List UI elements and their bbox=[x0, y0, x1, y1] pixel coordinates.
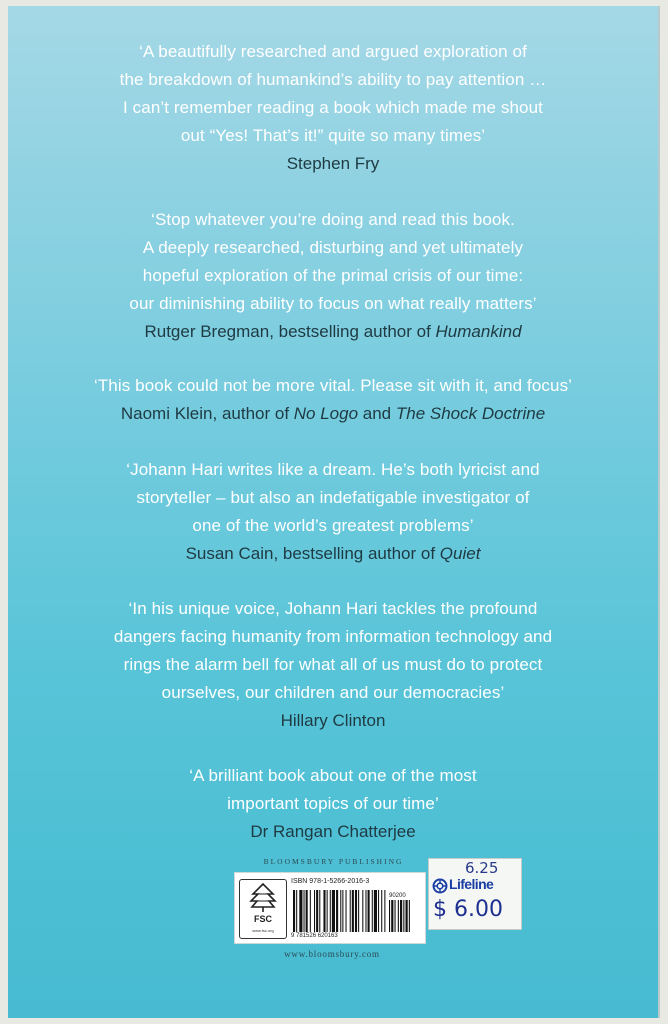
quote-attribution: Dr Rangan Chatterjee bbox=[250, 822, 416, 841]
barcode-bar bbox=[372, 890, 373, 932]
barcode-bar bbox=[299, 890, 302, 932]
quote-attribution: Hillary Clinton bbox=[280, 711, 386, 730]
quote-attribution: Stephen Fry bbox=[286, 154, 380, 173]
barcode-bar bbox=[355, 890, 357, 932]
quote-attribution bbox=[8, 400, 658, 428]
quote-rangan-chatterjee bbox=[8, 762, 658, 846]
book-back-cover bbox=[8, 6, 660, 1018]
lifeline-logo bbox=[432, 877, 518, 895]
isbn-number: 9 781526 620163 bbox=[291, 933, 338, 939]
barcode-addon-bar bbox=[389, 900, 390, 932]
quote-rutger-bregman bbox=[8, 206, 658, 346]
lifeline-ring-icon bbox=[432, 878, 448, 894]
quote-line: rings the alarm bell for what all of us must do to protect bbox=[123, 655, 543, 674]
barcode-panel bbox=[234, 872, 426, 944]
fsc-tree-icon bbox=[240, 880, 286, 914]
barcode-bar bbox=[306, 890, 308, 932]
fsc-label: FSC bbox=[254, 914, 272, 924]
barcode-bar bbox=[374, 890, 377, 932]
barcode-bar bbox=[352, 890, 354, 932]
fsc-url: www.fsc.org bbox=[252, 928, 274, 933]
barcode-addon-digits: 90200 bbox=[389, 893, 406, 899]
barcode-bar bbox=[319, 890, 320, 932]
handwritten-price-bottom: $ 6.00 bbox=[433, 897, 503, 922]
isbn-digits bbox=[291, 933, 338, 939]
quote-line: important topics of our time’ bbox=[227, 794, 439, 813]
barcode-bars bbox=[291, 890, 421, 932]
barcode-bar bbox=[342, 890, 343, 932]
quote-susan-cain bbox=[8, 456, 658, 568]
barcode-bar bbox=[327, 890, 328, 932]
quote-line: ‘This book could not be more vital. Please sit with it, and focus’ bbox=[93, 376, 573, 395]
barcode-bar bbox=[316, 890, 318, 932]
publisher-imprint: BLOOMSBURY PUBLISHING bbox=[263, 857, 404, 866]
barcode-addon-bar bbox=[391, 900, 393, 932]
attribution-book-title: No Logo bbox=[293, 404, 359, 423]
barcode-bar bbox=[368, 890, 370, 932]
barcode-addon-bar bbox=[395, 900, 396, 932]
quote-line: hopeful exploration of the primal crisis of our time: bbox=[142, 266, 524, 285]
attribution-author: Susan Cain, bestselling author of bbox=[185, 544, 440, 563]
quote-line: dangers facing humanity from information technology and bbox=[113, 627, 553, 646]
barcode-bar bbox=[365, 890, 366, 932]
quote-line: the breakdown of humankind’s ability to pay attention … bbox=[119, 70, 547, 89]
attribution-book-title: Quiet bbox=[439, 544, 481, 563]
quote-line: ourselves, our children and our democracies’ bbox=[161, 683, 505, 702]
barcode-bar bbox=[340, 890, 341, 932]
barcode-addon-bar bbox=[409, 900, 410, 932]
attribution-author: Naomi Klein, author of bbox=[120, 404, 294, 423]
quote-line: ‘A brilliant book about one of the most bbox=[189, 766, 477, 785]
attribution-book-title: The Shock Doctrine bbox=[395, 404, 546, 423]
quote-line: I can’t remember reading a book which made me shout bbox=[123, 98, 543, 117]
handwritten-price-top: 6.25 bbox=[465, 859, 499, 877]
quote-stephen-fry bbox=[8, 38, 658, 178]
quote-line: ‘Stop whatever you’re doing and read this book. bbox=[151, 210, 515, 229]
fsc-logo bbox=[239, 879, 287, 939]
lifeline-brand: Lifeline bbox=[449, 876, 494, 892]
barcode-addon-bar bbox=[403, 900, 404, 932]
publisher-website: www.bloomsbury.com bbox=[284, 949, 380, 959]
barcode-bar bbox=[293, 890, 295, 932]
quote-line: ‘Johann Hari writes like a dream. He’s both lyricist and bbox=[126, 460, 540, 479]
quote-line: A deeply researched, disturbing and yet ultimately bbox=[142, 238, 524, 257]
barcode-bar bbox=[358, 890, 359, 932]
quote-line: ‘In his unique voice, Johann Hari tackles the profound bbox=[128, 599, 538, 618]
quote-line: our diminishing ability to focus on what really matters’ bbox=[129, 294, 537, 313]
barcode-addon-bar bbox=[398, 900, 399, 932]
isbn-text: ISBN 978-1-5266-2016-3 bbox=[291, 878, 370, 885]
quote-line: ‘A beautifully researched and argued exploration of bbox=[139, 42, 527, 61]
attribution-conjunction: and bbox=[358, 404, 396, 423]
quote-line: one of the world’s greatest problems’ bbox=[192, 516, 474, 535]
quote-hillary-clinton bbox=[8, 595, 658, 735]
barcode-bar bbox=[350, 890, 351, 932]
attribution-book-title: Humankind bbox=[435, 322, 522, 341]
barcode-bar bbox=[304, 890, 305, 932]
barcode-bar bbox=[330, 890, 331, 932]
barcode-addon-bar bbox=[406, 900, 408, 932]
price-sticker bbox=[428, 858, 522, 930]
barcode-addon-bar bbox=[400, 900, 402, 932]
quote-naomi-klein bbox=[8, 372, 658, 428]
barcode-bar bbox=[336, 890, 338, 932]
barcode-bar bbox=[296, 890, 297, 932]
quote-attribution bbox=[8, 540, 658, 568]
barcode-bar bbox=[314, 890, 315, 932]
barcode-bar bbox=[323, 890, 325, 932]
barcode-bar bbox=[378, 890, 379, 932]
barcode-bar bbox=[362, 890, 363, 932]
quote-line: storyteller – but also an indefatigable investigator of bbox=[136, 488, 530, 507]
barcode-bar bbox=[332, 890, 335, 932]
quote-line: out “Yes! That’s it!” quite so many times’ bbox=[180, 126, 486, 145]
barcode-bar bbox=[381, 890, 382, 932]
barcode-bar bbox=[310, 890, 311, 932]
barcode-bar bbox=[346, 890, 347, 932]
attribution-author: Rutger Bregman, bestselling author of bbox=[144, 322, 436, 341]
barcode-bar bbox=[384, 890, 385, 932]
quote-attribution bbox=[8, 318, 658, 346]
